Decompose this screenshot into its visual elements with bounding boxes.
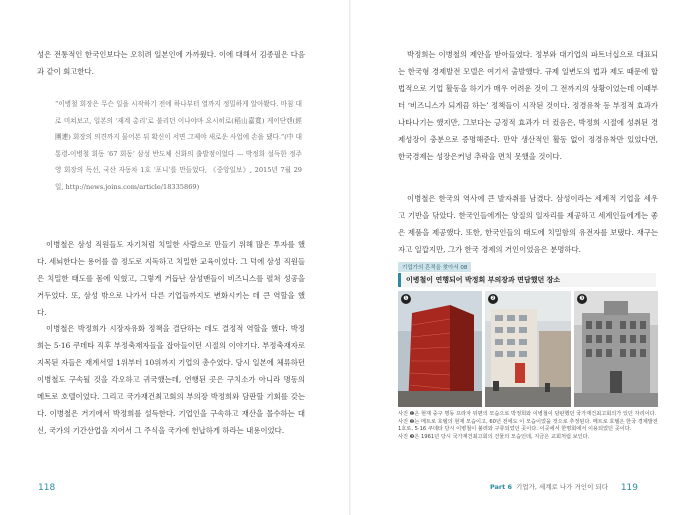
running-head [490,482,608,491]
figure-tag: 기업가의 흔적을 찾아서 08 [398,262,471,272]
left-paragraph-3: 이병철은 박정희가 시장자유화 정책을 결단하는 데도 결정적 역할을 했다. 박정희는 5·16 쿠데타 직후 부정축재자들을 잡아들이던 시절의 이야기다. 부정축재자로 지목된 자들은 재계서열 1위부터 10위까지 기업의 총수였다. 당시 일본에 체류하던 이병철도 구속될 것을 각오하고 귀국했는데, 연행된 곳은 구치소가 아니라 명동의 메트로 호텔이었다. 그리고 국가재건최고회의 부의장 박정희와 담판할 기회를 갖는다. 이병철은 거기에서 박정희를 설득한다. 기업인을 구속하고 재산을 몰수하는 대신, 국가의 기간산업을 지어서 그 주식을 국가에 헌납하게 하라는 내용이었다. [37,324,305,435]
historic-building-illustration [574,291,658,407]
photo-3 [574,291,658,407]
right-paragraph-2: 이병철은 한국의 역사에 큰 발자취를 남겼다. 삼성이라는 세계적 기업을 세우고 기반을 닦았다. 한국인들에게는 양질의 일자리를 제공하고 세계인들에게는 좋은 제품을 제공했다. 또한, 한국인들의 태도에 치밀함의 유전자를 보탰다. 재구는 자고 일깝지만, 그가 한국 경제의 거인이었음은 분명하다. [398,194,658,254]
left-page-number: 118 [38,483,56,493]
part-label: Part 6 [489,483,513,491]
running-head-title: 기업가, 세계로 나가 거인이 되다 [516,483,608,491]
caption-line-2: 사진 ❷는 메트로 호텔의 현재 모습이고, 60년 전에도 이 모습이었을 것으로 추정된다. 메트로 호텔은 한국 경제발전 1호로, 5·16 쿠데타 당시 이병철이 불려와 구류되었던 곳이다. 이곳에서 한명회에서 이용되었던 곳이다. [398,418,658,433]
figure-caption [398,411,658,441]
caption-line-1: 사진 ❶은 현재 중구 명동 프라자 뒤편의 모습으로 박정희와 이병철이 담판했던 국가재건최고회의가 있던 자리이다. [398,411,657,417]
caption-line-3: 사진 ❸은 1961년 당시 국가재건최고회의 건물의 모습인데, 지금은 교회처럼 보인다. [398,433,590,440]
figure-title: 이병철이 연행되어 박정희 부의장과 면담했던 장소 [398,273,656,287]
right-page-number: 119 [620,483,638,493]
left-quote: “이병철 회장은 무슨 일을 시작하기 전에 하나부터 열까지 정밀하게 알아봤다. 마침 대로 미쳐보고, 일본의 ‘재계 총리’로 불리던 이나야마 요시히로(稻山嘉寬) 게이단렌(經團連) 회장의 의견까지 물어본 뒤 확신이 서면 그제야 새로운 사업에 손을 댔다.”(中 대통령-이병철 회동 ‘67 회동’ 삼성 반도체 신화의 출발점이었다 — 박정희 설득한 정주영 회장의 독선, 국산 자동차 1호 ‘포니’를 만들었다, 《중앙일보》, 2015년 7월 29일, http://news.joins.com/article/18335869) [55,100,302,191]
red-building-illustration [398,291,482,407]
hotel-street-illustration [485,291,571,407]
left-paragraph-2: 이병철은 삼성 직원들도 자기처럼 치밀한 사람으로 만들기 위해 많은 투자를 했다. 세뇌한다는 용어를 쓸 정도로 지독하고 치밀한 교육이었다. 그 덕에 삼성 직원들은 치밀한 태도를 몸에 익혔고, 그렇게 거듭난 삼성맨들이 비즈니스를 펼쳐 성공을 거두었다. 또, 삼성 밖으로 나가서 다른 기업들까지도 변화시키는 데 큰 역할을 했다. [37,240,305,317]
left-paragraph-1: 성은 전통적인 한국인보다는 오히려 일본인에 가까웠다. 이에 대해서 김종필은 다음과 같이 회고한다. [37,50,305,76]
photo-2 [485,291,571,407]
right-paragraph-1: 박정희는 이병철의 제안을 받아들였다. 정부와 대기업의 파트너십으로 대표되는 한국형 경제발전 모델은 여기서 출발했다. 규제 일변도의 법과 제도 때문에 합법적으로 기업 활동을 하기가 매우 어려운 것이 그 전까지의 상황이었는데 이때부터 ‘비즈니스가 되게끔 하는’ 정책들이 시작된 것이다. 정경유착 등 부정적 효과가 나타나기는 했지만, 그보다는 긍정적 효과가 더 컸음은, 박정희 시절에 성취된 경제성장이 충분으로 증명해준다. 만약 생산적인 활동 없이 정경유착만 있었다면, 한국경제는 성장은커녕 추락을 면치 못했을 것이다. [398,50,658,161]
photo-1-marker: ❶ [401,294,411,304]
photo-2-marker: ❷ [488,294,498,304]
photo-1 [398,291,482,407]
photo-3-marker: ❸ [577,294,587,304]
